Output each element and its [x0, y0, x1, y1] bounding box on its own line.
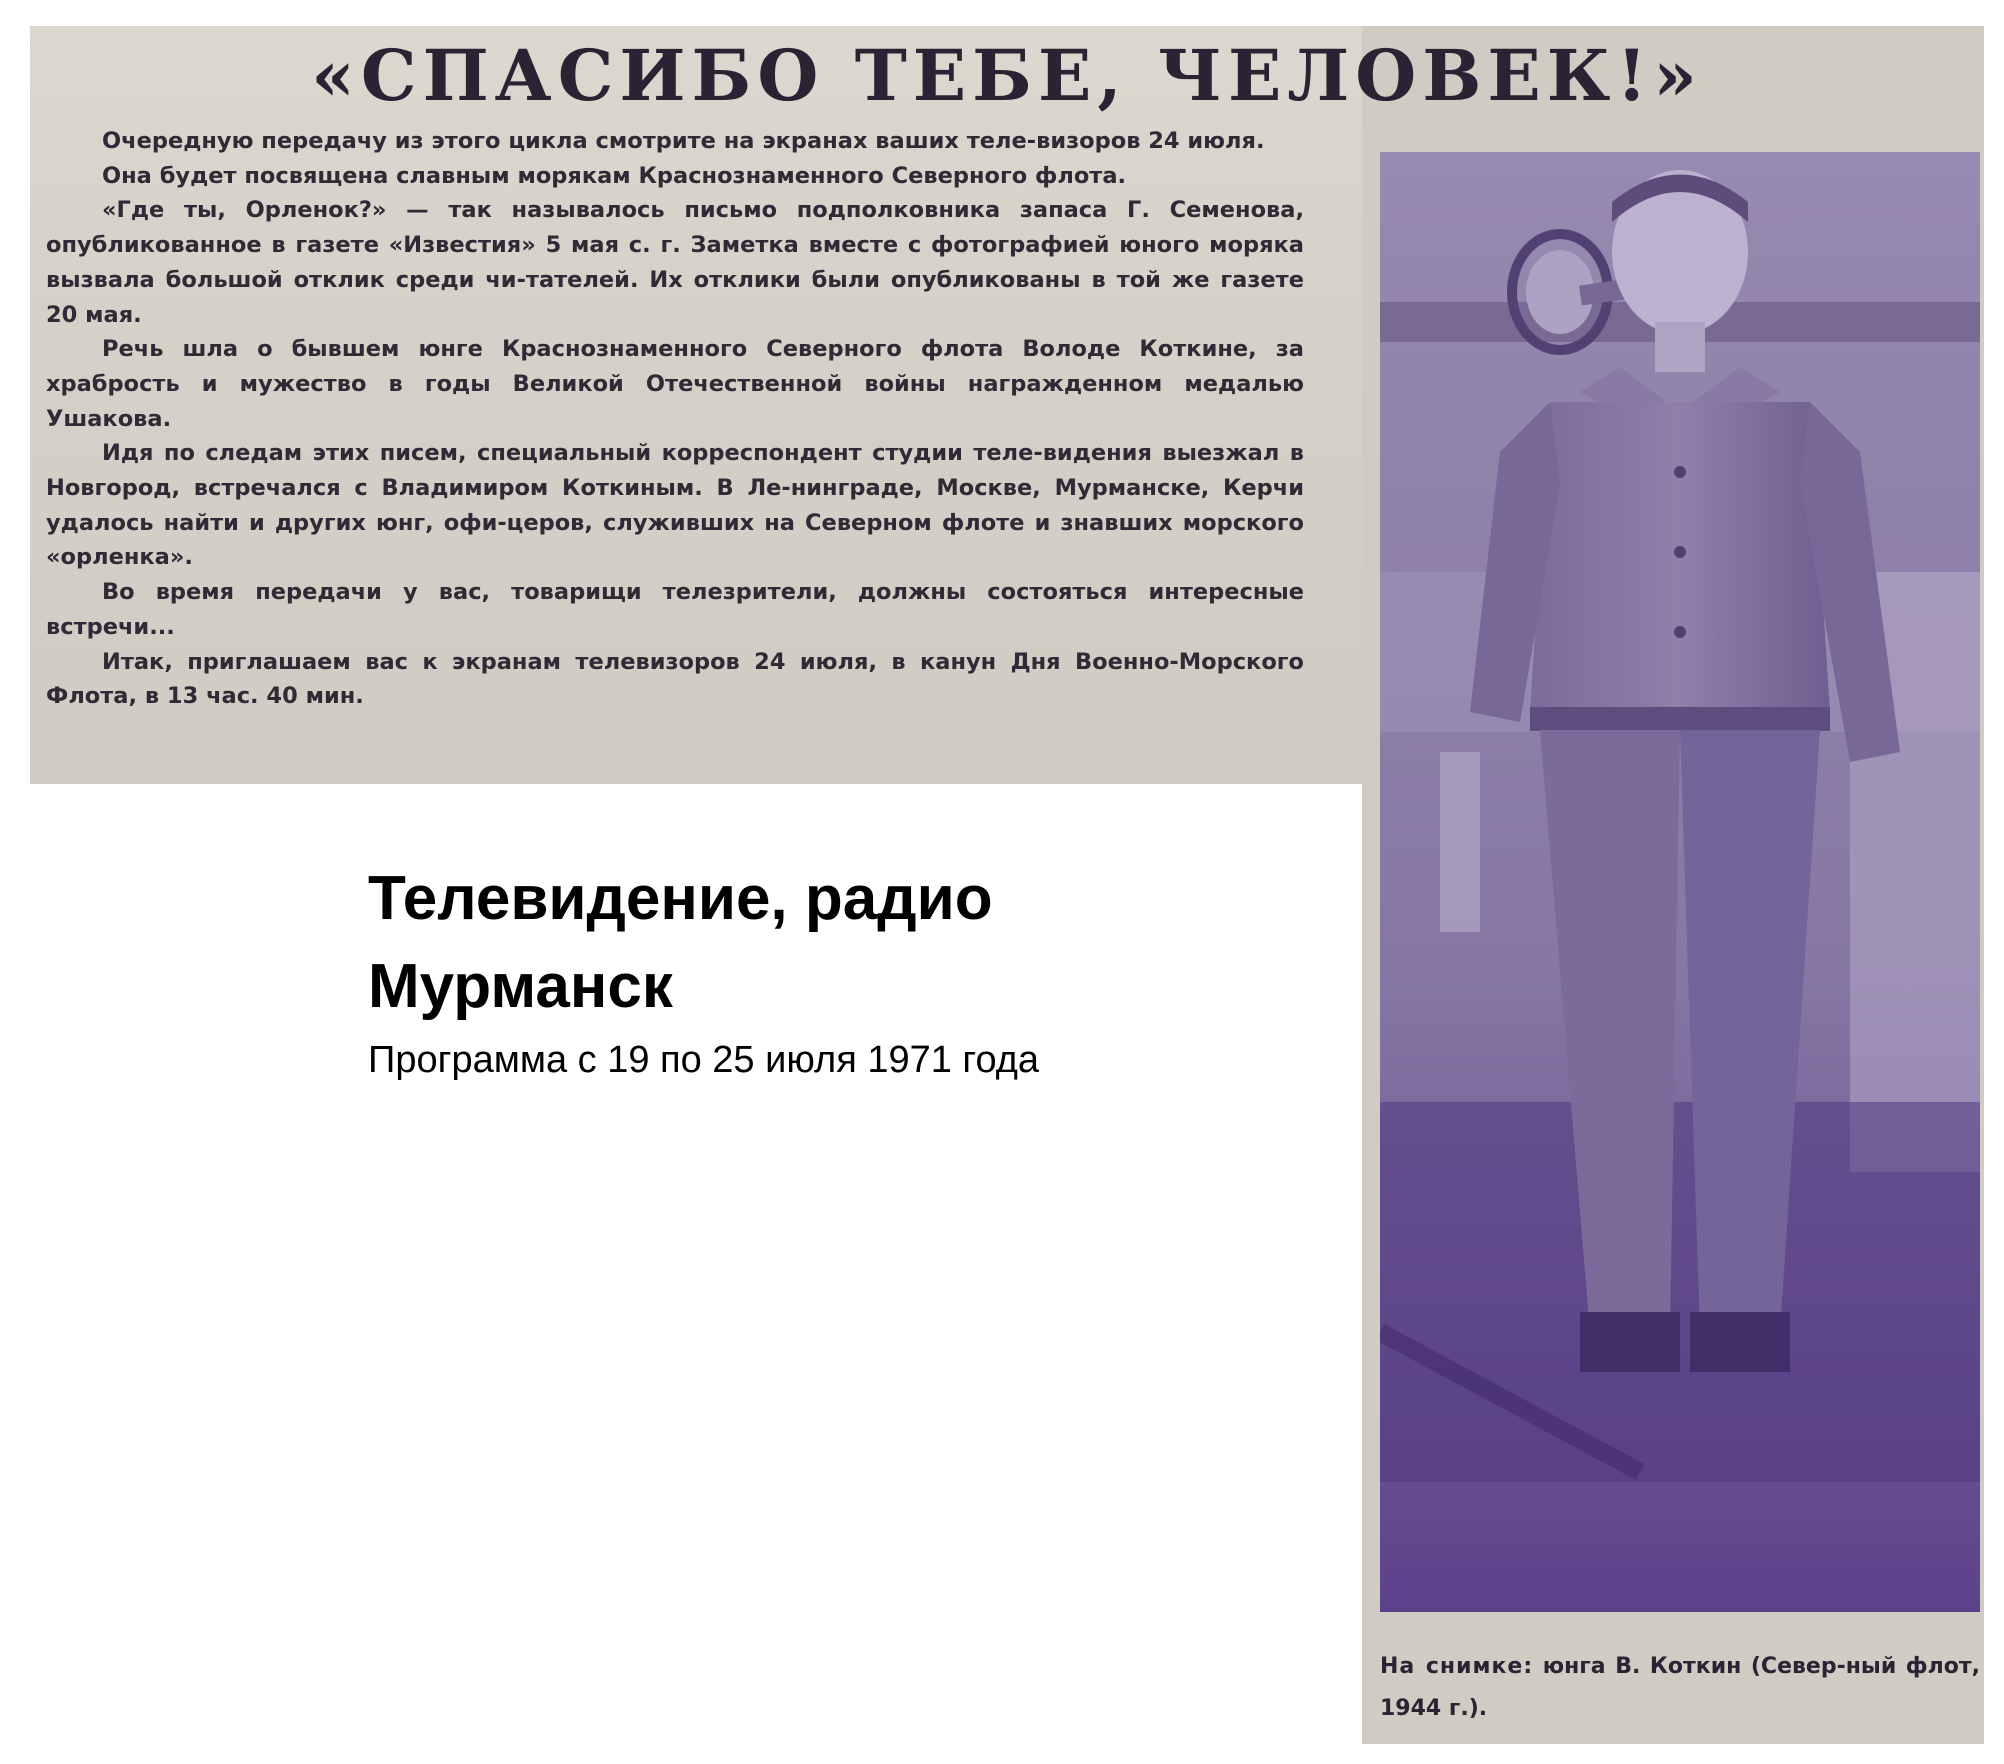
page-subtitle: Программа с 19 по 25 июля 1971 года — [368, 1039, 1040, 1081]
caption-text: юнга В. Коткин (Север-ный флот, 1944 г.). — [1380, 1654, 1980, 1721]
clipping-headline: «СПАСИБО ТЕБЕ, ЧЕЛОВЕК!» — [311, 34, 1703, 117]
article-paragraph: Идя по следам этих писем, специальный корреспондент студии теле-видения выезжал в Новгород, встречался с Владимиром Коткиным. В Ле-нинграде, Москве, Мурманске, Керчи удалось найти и других юнг, офи-церов, служивших на Северном флоте и знавших морского «орленка». — [46, 440, 1304, 571]
article-paragraph: Речь шла о бывшем юнге Краснознаменного Северного флота Володе Коткине, за храбрость и мужество в годы Великой Отечественной войны награжденном медалью Ушакова. — [46, 336, 1304, 432]
article-paragraph: Во время передачи у вас, товарищи телезрители, должны состояться интересные встречи... — [46, 579, 1304, 640]
page-title-block — [368, 855, 1039, 1087]
article-paragraph: Очередную передачу из этого цикла смотрите на экранах ваших теле-визоров 24 июля. — [102, 128, 1265, 154]
article-paragraph: Она будет посвящена славным морякам Краснознаменного Северного флота. — [102, 162, 1127, 189]
sailor-boy-photo — [1380, 152, 1980, 1612]
clipping-article — [46, 124, 1304, 714]
page-title-line-1: Телевидение, радио — [368, 864, 993, 933]
article-paragraph: Итак, приглашаем вас к экранам телевизоров 24 июля, в канун Дня Военно-Морского Флота, в 13 час. 40 мин. — [46, 648, 1304, 710]
photo-caption — [1380, 1646, 1980, 1730]
page-title-line-2: Мурманск — [368, 952, 673, 1021]
article-paragraph: «Где ты, Орленок?» — так называлось письмо подполковника запаса Г. Семенова, опубликованное в газете «Известия» 5 мая с. г. Заметка вместе с фотографией юного моряка вызвала большой отклик среди чи-тателей. Их отклики были опубликованы в той же газете 20 мая. — [46, 197, 1304, 328]
caption-lead: На снимке: — [1380, 1654, 1534, 1679]
